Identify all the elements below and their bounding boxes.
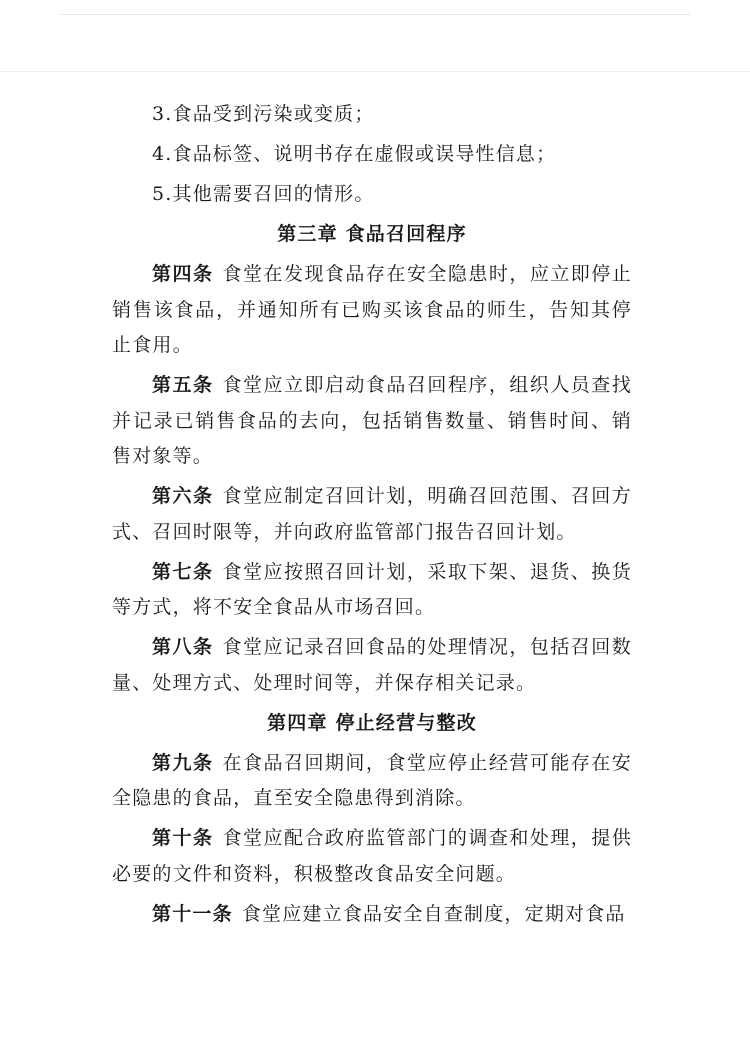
article-paragraph	[112, 368, 632, 475]
chapter-heading: 第三章 食品召回程序	[277, 223, 467, 245]
article-text: 食堂在发现食品存在安全隐患时，应立即停止销售该食品，并通知所有已购买该食品的师生，告知其停止食用。	[112, 263, 632, 356]
article-paragraph	[112, 630, 632, 701]
article-label: 第五条	[152, 374, 214, 396]
article-paragraph	[112, 897, 632, 933]
article-label: 第十一条	[152, 902, 233, 925]
article-label: 第四条	[152, 263, 214, 285]
document-page	[112, 97, 632, 937]
article-text: 食堂应建立食品安全自查制度，定期对食品	[241, 902, 626, 925]
article-text: 食堂应记录召回食品的处理情况，包括召回数量、处理方式、处理时间等，并保存相关记录。	[112, 636, 632, 694]
list-item: 3.食品受到污染或变质；	[152, 103, 375, 125]
article-text: 食堂应制定召回计划，明确召回范围、召回方式、召回时限等，并向政府监管部门报告召回计划。	[112, 485, 632, 543]
article-paragraph	[112, 746, 632, 817]
article-paragraph	[112, 257, 632, 364]
article-label: 第七条	[152, 560, 214, 583]
scan-artifact-line	[0, 71, 750, 72]
article-text: 在食品召回期间，食堂应停止经营可能存在安全隐患的食品，直至安全隐患得到消除。	[112, 751, 632, 809]
article-paragraph	[112, 479, 632, 550]
article-text: 食堂应配合政府监管部门的调查和处理，提供必要的文件和资料，积极整改食品安全问题。	[112, 827, 632, 885]
list-item: 4.食品标签、说明书存在虚假或误导性信息；	[152, 143, 557, 165]
article-text: 食堂应按照召回计划，采取下架、退货、换货等方式，将不安全食品从市场召回。	[112, 560, 632, 618]
list-item: 5.其他需要召回的情形。	[152, 183, 375, 205]
article-label: 第十条	[152, 827, 214, 849]
article-text: 食堂应立即启动食品召回程序，组织人员查找并记录已销售食品的去向，包括销售数量、销售时间、销售对象等。	[112, 374, 632, 467]
article-paragraph	[112, 821, 632, 892]
article-label: 第八条	[152, 636, 214, 658]
scan-artifact-line	[60, 14, 690, 15]
article-label: 第九条	[152, 751, 214, 774]
article-paragraph	[112, 555, 632, 626]
article-label: 第六条	[152, 485, 214, 507]
chapter-heading: 第四章 停止经营与整改	[267, 711, 477, 734]
